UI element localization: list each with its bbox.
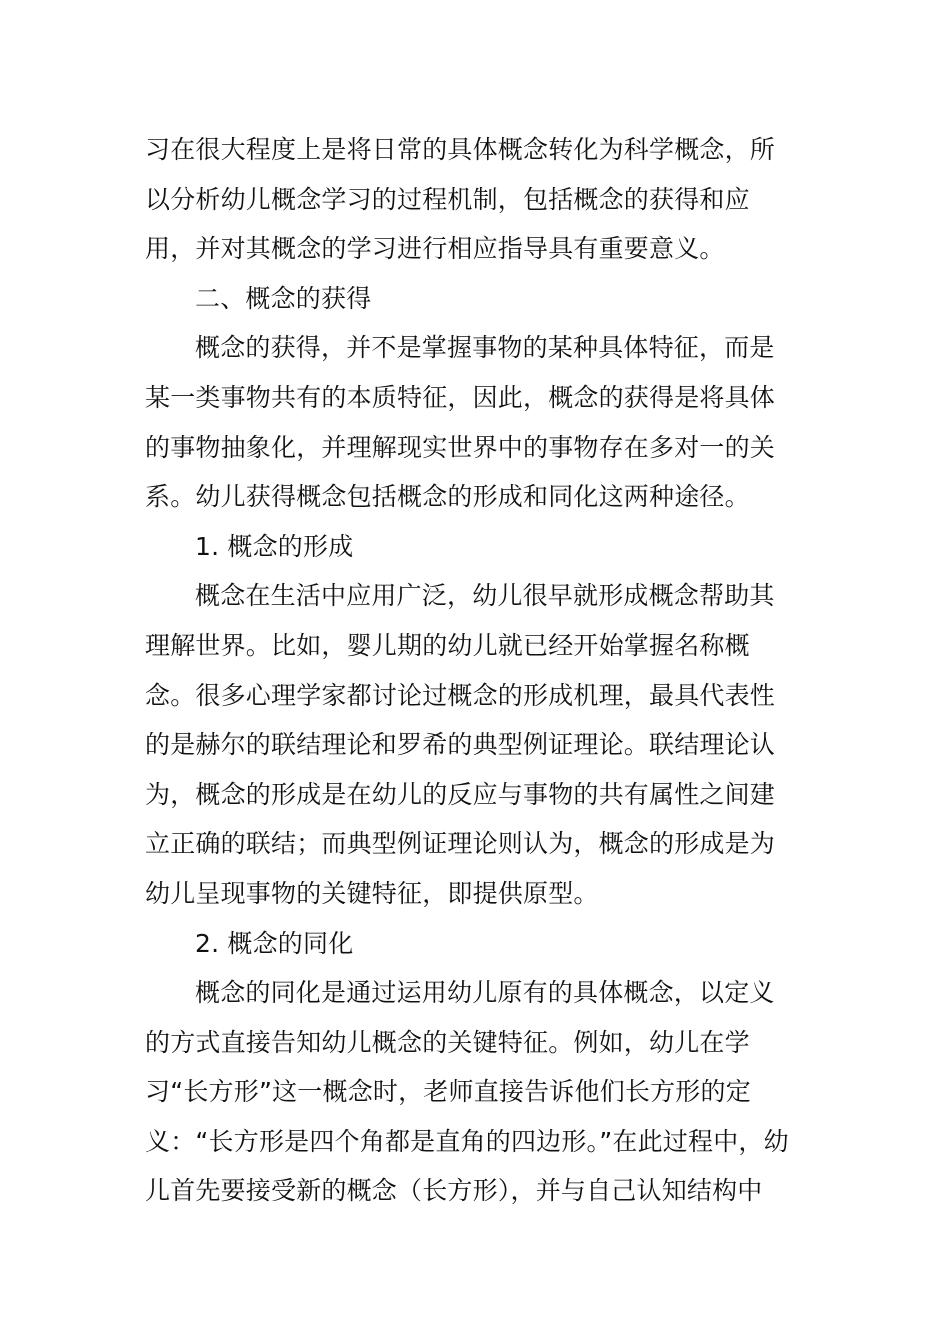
paragraph-concept-formation: 概念在生活中应用广泛，幼儿很早就形成概念帮助其理解世界。比如，婴儿期的幼儿就已经开始掌握名称概念。很多心理学家都讨论过概念的形成机理，最具代表性的是赫尔的联结理论和罗希的典型例证理论。联结理论认为，概念的形成是在幼儿的反应与事物的共有属性之间建立正确的联结；而典型例证理论则认为，概念的形成是为幼儿呈现事物的关键特征，即提供原型。: [145, 581, 776, 908]
paragraph-concept-assimilation: 概念的同化是通过运用幼儿原有的具体概念，以定义的方式直接告知幼儿概念的关键特征。例如，幼儿在学习“长方形”这一概念时，老师直接告诉他们长方形的定义：“长方形是四个角都是直角的四边形。”在此过程中，幼儿首先要接受新的概念（长方形），并与自己认知结构中: [145, 978, 789, 1206]
subsection-heading-concept-assimilation: 2. 概念的同化: [195, 928, 354, 958]
section-heading-concept-acquisition: 二、概念的获得: [195, 283, 372, 313]
paragraph-concept-acquisition: 概念的获得，并不是掌握事物的某种具体特征，而是某一类事物共有的本质特征，因此，概念的获得是将具体的事物抽象化，并理解现实世界中的事物存在多对一的关系。幼儿获得概念包括概念的形成和同化这两种途径。: [145, 333, 776, 512]
paragraph-intro-continued: 习在很大程度上是将日常的具体概念转化为科学概念，所以分析幼儿概念学习的过程机制，包括概念的获得和应用，并对其概念的学习进行相应指导具有重要意义。: [145, 135, 776, 264]
document-body: [145, 125, 795, 1216]
subsection-heading-concept-formation: 1. 概念的形成: [195, 531, 354, 561]
